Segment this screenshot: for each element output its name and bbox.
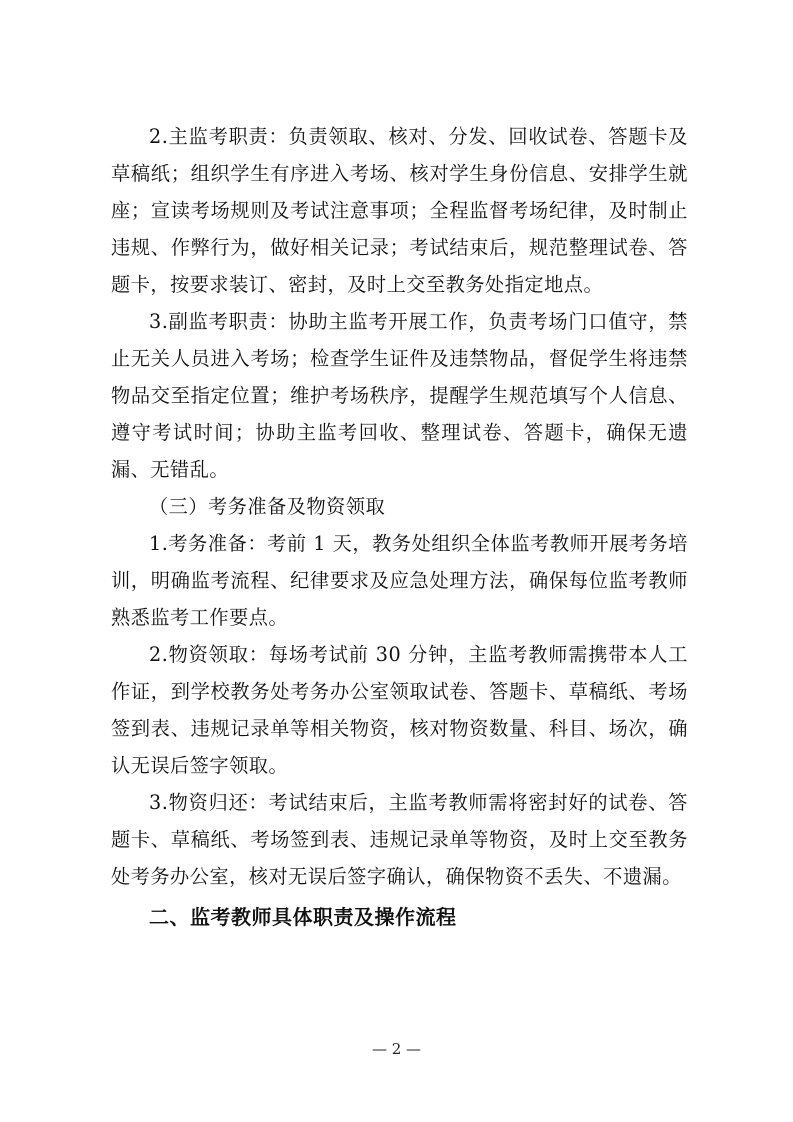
- paragraph-materials-collection: 2.物资领取：每场考试前 30 分钟，主监考教师需携带本人工作证，到学校教务处考务办公室领取试卷、答题卡、草稿纸、考场签到表、违规记录单等相关物资，核对物资数量、科目、场次，确认无误后签字领取。: [111, 643, 688, 777]
- paragraph-materials-return: 3.物资归还：考试结束后，主监考教师需将密封好的试卷、答题卡、草稿纸、考场签到表、违规记录单等物资，及时上交至教务处考务办公室，核对无误后签字确认，确保物资不丢失、不遗漏。: [111, 791, 688, 888]
- document-page: [111, 118, 688, 937]
- paragraph-exam-preparation: 1.考务准备：考前 1 天，教务处组织全体监考教师开展考务培训，明确监考流程、纪律要求及应急处理方法，确保每位监考教师熟悉监考工作要点。: [111, 532, 688, 629]
- paragraph-deputy-invigilator-duties: 3.副监考职责：协助主监考开展工作，负责考场门口值守，禁止无关人员进入考场；检查学生证件及违禁物品，督促学生将违禁物品交至指定位置；维护考场秩序，提醒学生规范填写个人信息、遵守考试时间；协助主监考回收、整理试卷、答题卡，确保无遗漏、无错乱。: [111, 310, 688, 481]
- section-heading-exam-preparation: （三）考务准备及物资领取: [149, 495, 386, 518]
- heading-invigilator-duties-and-procedures: 二、监考教师具体职责及操作流程: [149, 905, 457, 929]
- paragraph-chief-invigilator-duties: 2.主监考职责：负责领取、核对、分发、回收试卷、答题卡及草稿纸；组织学生有序进入考场、核对学生身份信息、安排学生就座；宣读考场规则及考试注意事项；全程监督考场纪律，及时制止违规、作弊行为，做好相关记录；考试结束后，规范整理试卷、答题卡，按要求装订、密封，及时上交至教务处指定地点。: [111, 125, 688, 296]
- page-number: — 2 —: [371, 1040, 422, 1058]
